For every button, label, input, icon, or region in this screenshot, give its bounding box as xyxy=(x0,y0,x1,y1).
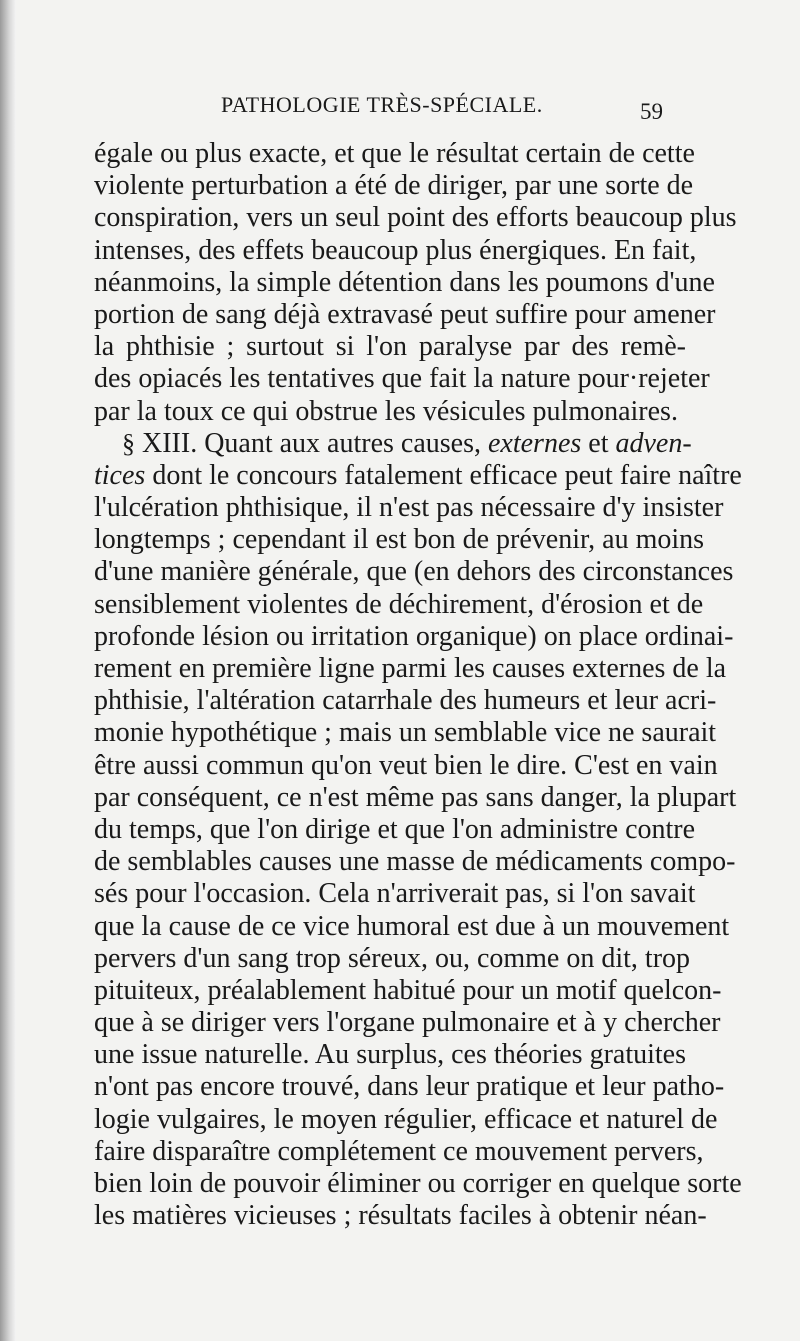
book-page xyxy=(16,0,800,1341)
text-line: sensiblement violentes de déchirement, d'érosion et de xyxy=(94,588,704,620)
text-line: du temps, que l'on dirige et que l'on administre contre xyxy=(94,813,696,845)
text-line: la phthisie ; surtout si l'on paralyse par des remè- xyxy=(94,331,686,363)
text-line: violente perturbation a été de diriger, par une sorte de xyxy=(94,170,694,202)
text-line: par la toux ce qui obstrue les vésicules pulmonaires. xyxy=(94,395,678,427)
text-line: une issue naturelle. Au surplus, ces théories gratuites xyxy=(94,1039,686,1071)
text-line: profonde lésion ou irritation organique) on place ordinai- xyxy=(94,620,734,652)
text-line: phthisie, l'altération catarrhale des humeurs et leur acri- xyxy=(94,685,717,717)
italic-term: adven- xyxy=(615,427,692,459)
text-line: des opiacés les tentatives que fait la nature pour·rejeter xyxy=(94,363,710,395)
text-line: conspiration, vers un seul point des efforts beaucoup plus xyxy=(94,202,737,234)
text-line: pituiteux, préalablement habitué pour un motif quelcon- xyxy=(94,974,722,1006)
text-line: égale ou plus exacte, et que le résultat certain de cette xyxy=(94,138,695,169)
italic-term: tices xyxy=(94,459,146,491)
text-line: n'ont pas encore trouvé, dans leur pratique et leur patho- xyxy=(94,1071,725,1103)
page-number: 59 xyxy=(640,99,663,124)
text-line: intenses, des effets beaucoup plus énergiques. En fait, xyxy=(94,234,697,266)
text-line: de semblables causes une masse de médicaments compo- xyxy=(94,846,736,878)
section-heading-line xyxy=(94,427,692,460)
text-line: d'une manière générale, que (en dehors des circonstances xyxy=(94,556,734,588)
page-binding-edge xyxy=(0,0,16,1341)
text-line: logie vulgaires, le moyen régulier, efficace et naturel de xyxy=(94,1103,718,1135)
text-fragment: XIII. Quant aux autres causes, xyxy=(142,427,488,459)
text-line: néanmoins, la simple détention dans les poumons d'une xyxy=(94,266,715,298)
text-line: que la cause de ce vice humoral est due à un mouvement xyxy=(94,910,730,942)
text-line: monie hypothétique ; mais un semblable vice ne saurait xyxy=(94,717,717,749)
text-line: être aussi commun qu'on veut bien le dire. C'est en vain xyxy=(94,749,718,781)
section-sign: § xyxy=(122,428,135,458)
text-line: bien loin de pouvoir éliminer ou corriger en quelque sorte xyxy=(94,1168,742,1199)
text-line: sés pour l'occasion. Cela n'arriverait pas, si l'on savait xyxy=(94,878,696,910)
text-line xyxy=(94,459,742,492)
text-line: par conséquent, ce n'est même pas sans danger, la plupart xyxy=(94,781,737,813)
text-fragment: dont le concours fatalement efficace peut faire naître xyxy=(145,459,742,491)
text-line: que à se diriger vers l'organe pulmonaire et à y chercher xyxy=(94,1007,721,1039)
text-line: portion de sang déjà extravasé peut suffire pour amener xyxy=(94,298,716,330)
text-line: faire disparaître complétement ce mouvement pervers, xyxy=(94,1135,704,1167)
text-line: longtemps ; cependant il est bon de prévenir, au moins xyxy=(94,524,705,556)
text-line: les matières vicieuses ; résultats faciles à obtenir néan- xyxy=(94,1200,707,1232)
italic-term: externes xyxy=(487,427,582,459)
running-head: PATHOLOGIE TRÈS-SPÉCIALE. xyxy=(221,92,543,117)
text-line: l'ulcération phthisique, il n'est pas nécessaire d'y insister xyxy=(94,492,724,524)
text-line: pervers d'un sang trop séreux, ou, comme on dit, trop xyxy=(94,942,691,974)
body-text xyxy=(94,138,742,1232)
text-line: rement en première ligne parmi les causes externes de la xyxy=(94,653,727,684)
text-fragment: et xyxy=(581,427,616,459)
